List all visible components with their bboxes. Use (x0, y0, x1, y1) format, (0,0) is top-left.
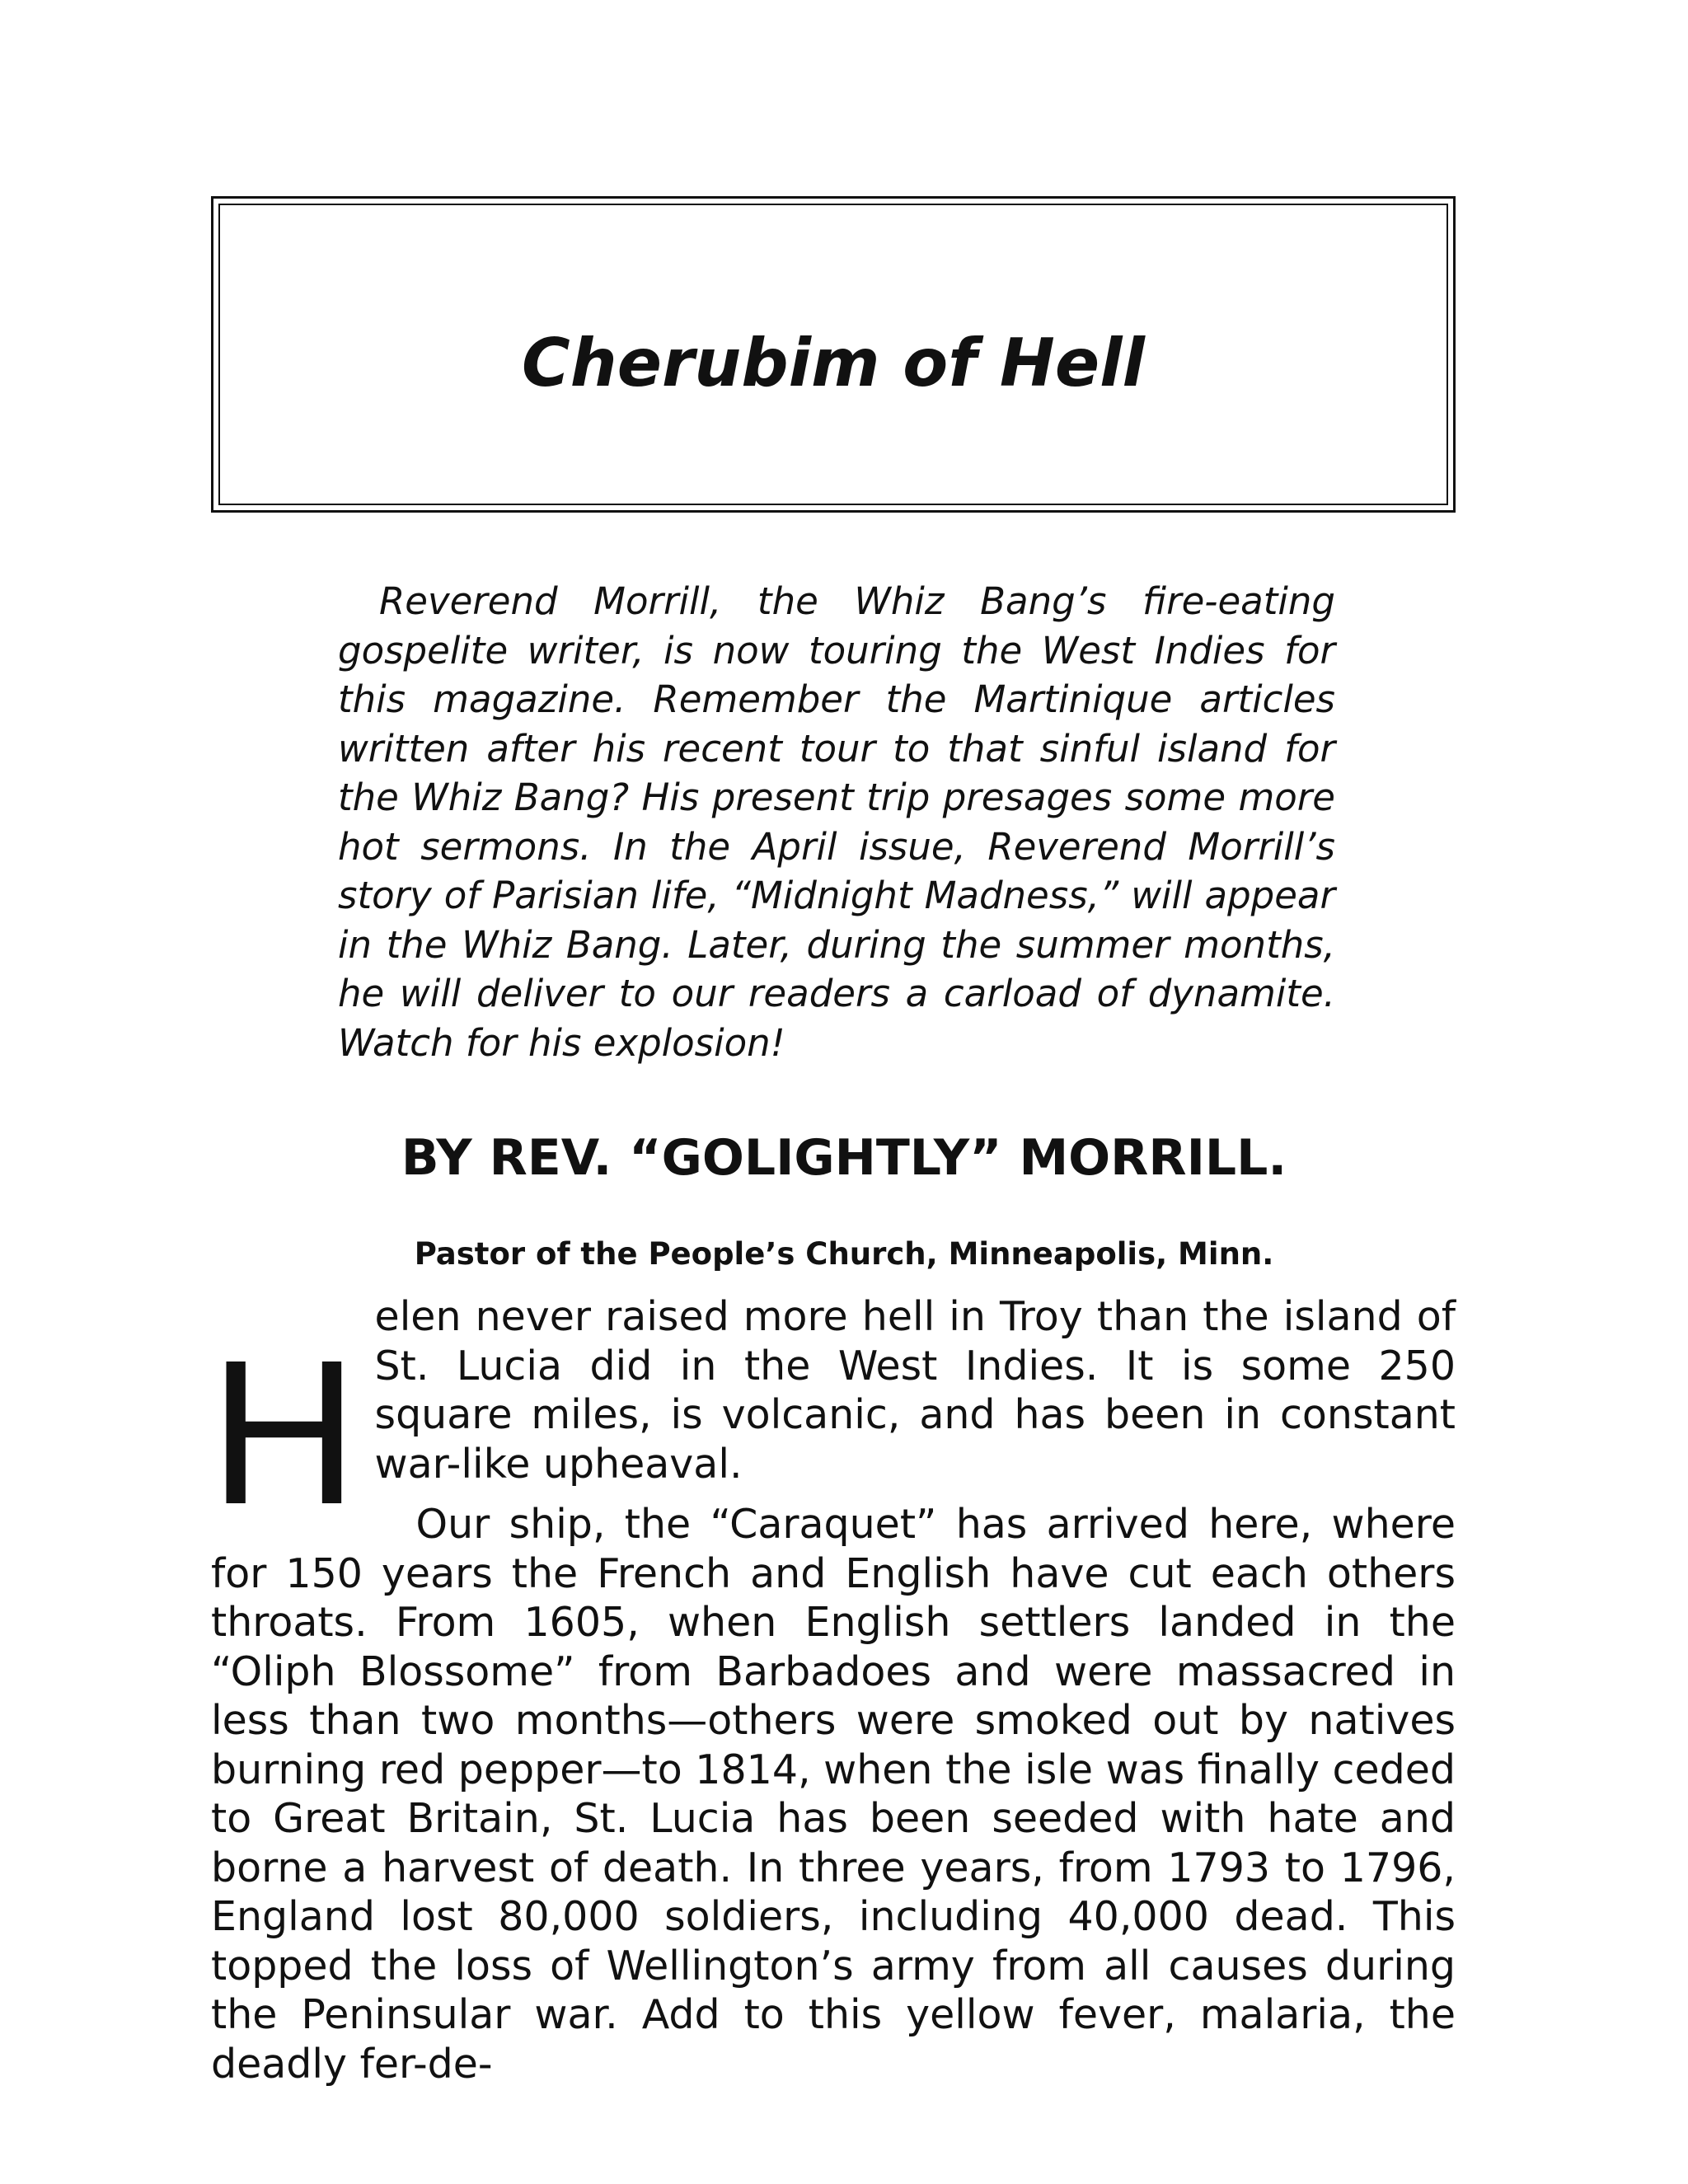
title-box (211, 196, 1456, 513)
article-paragraph-2: Our ship, the “Caraquet” has arrived here, where for 150 years the French and English have cut each others throats. From 1605, when English settlers landed in the “Oliph Blossome” from Barbadoes and were massacred in less than two months—others were smoked out by natives burning red pepper—to 1814, when the isle was finally ceded to Great Britain, St. Lucia has been seeded with hate and borne a harvest of death. In three years, from 1793 to 1796, England lost 80,000 soldiers, including 40,000 dead. This topped the loss of Wellington’s army from all causes during the Peninsular war. Add to this yellow fever, malaria, the deadly fer-de- (211, 1501, 1456, 2088)
article-paragraph-1: elen never raised more hell in Troy than the island of St. Lucia did in the West Indies. It is some 250 square miles, is volcanic, and has been in constant war-like upheaval. (374, 1293, 1456, 1488)
byline: BY REV. “GOLIGHTLY” MORRILL. (401, 1129, 1287, 1187)
drop-cap: H (209, 1317, 359, 1547)
title-box-inner (218, 204, 1448, 505)
article-body (211, 1292, 1456, 2088)
intro-paragraph: Reverend Morrill, the Whiz Bang’s fire-eating gospelite writer, is now touring the West Indies for this magazine. Remember the Martinique articles written after his recent tour to that sinful island for the Whiz Bang? His present trip presages some more hot sermons. In the April issue, Reverend Morrill’s story of Parisian life, “Midnight Madness,” will appear in the Whiz Bang. Later, during the summer months, he will deliver to our readers a carload of dynamite. Watch for his explosion! (338, 579, 1335, 1065)
page-title: Cherubim of Hell (522, 324, 1145, 401)
author-affiliation: Pastor of the People’s Church, Minneapolis, Minn. (414, 1236, 1274, 1272)
